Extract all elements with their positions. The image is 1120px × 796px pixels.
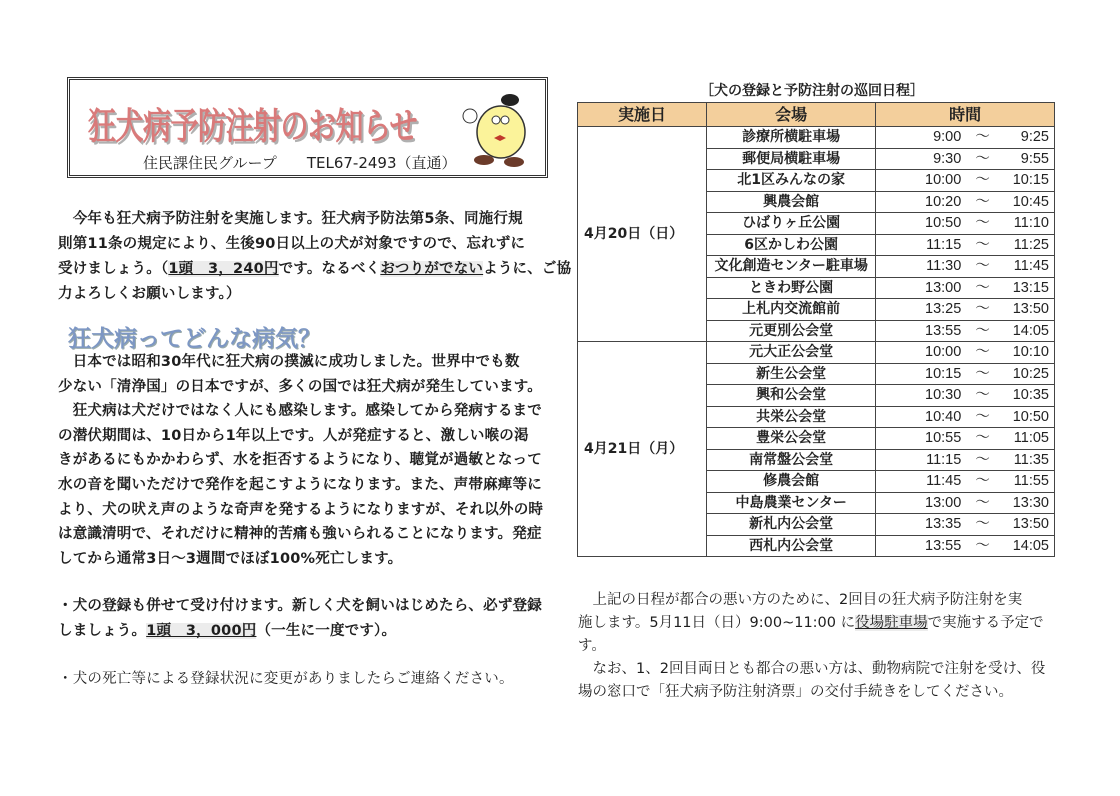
header-venue: 会場	[707, 103, 876, 127]
second-round-line	[578, 611, 1044, 632]
range-separator: ～	[975, 430, 990, 447]
range-separator: ～	[975, 344, 990, 361]
time-cell	[876, 535, 1055, 557]
time-cell	[876, 471, 1055, 493]
time-cell	[876, 385, 1055, 407]
registration-line	[58, 619, 396, 640]
start-time: 10:55	[925, 430, 962, 447]
start-time: 10:15	[925, 365, 962, 382]
schedule-title: ［犬の登録と予防注射の巡回日程］	[700, 83, 924, 99]
venue-cell: 元大正公会堂	[707, 342, 876, 364]
range-separator: ～	[975, 193, 990, 210]
start-time: 13:55	[925, 537, 962, 554]
start-time: 10:50	[925, 215, 962, 232]
end-time: 10:50	[1012, 408, 1049, 425]
section-line: は意識清明で、それだけに精神的苦痛も強いられることになります。発症	[58, 526, 542, 543]
start-time: 9:30	[933, 150, 962, 167]
header-time: 時間	[876, 103, 1055, 127]
range-separator: ～	[975, 150, 990, 167]
date-cell: 4月21日（月）	[578, 342, 707, 557]
end-time: 9:25	[1020, 129, 1049, 146]
range-separator: ～	[975, 322, 990, 339]
venue-cell: 新札内公会堂	[707, 514, 876, 536]
venue-cell: 共栄公会堂	[707, 406, 876, 428]
venue-cell: ひばりヶ丘公園	[707, 213, 876, 235]
start-time: 10:00	[925, 172, 962, 189]
range-separator: ～	[975, 236, 990, 253]
time-cell	[876, 363, 1055, 385]
time-cell	[876, 342, 1055, 364]
range-separator: ～	[975, 516, 990, 533]
range-separator: ～	[975, 301, 990, 318]
end-time: 10:10	[1012, 344, 1049, 361]
intro-line	[58, 257, 571, 278]
venue-cell: 南常盤公会堂	[707, 449, 876, 471]
time-cell	[876, 191, 1055, 213]
time-cell	[876, 514, 1055, 536]
header-date: 実施日	[578, 103, 707, 127]
venue-cell: 6区かしわ公園	[707, 234, 876, 256]
start-time: 11:15	[926, 451, 962, 468]
end-time: 10:35	[1012, 387, 1049, 404]
range-separator: ～	[975, 215, 990, 232]
time-cell	[876, 277, 1055, 299]
vaccination-fee: 1頭 3，240円	[168, 261, 279, 277]
venue-cell: ときわ野公園	[707, 277, 876, 299]
section-line: 少ない「清浄国」の日本ですが、多くの国では狂犬病が発生しています。	[58, 378, 542, 395]
exact-change-note: おつりがでない	[380, 261, 484, 277]
venue-cell: 文化創造センター駐車場	[707, 256, 876, 278]
section-line: してから通常3日～3週間でほぼ100%死亡します。	[58, 550, 403, 567]
start-time: 13:00	[925, 494, 962, 511]
notice-line: ・犬の死亡等による登録状況に変更がありましたらご連絡ください。	[58, 671, 514, 687]
time-cell	[876, 256, 1055, 278]
intro-text: 受けましょう。（	[58, 261, 169, 277]
start-time: 13:25	[925, 301, 962, 318]
range-separator: ～	[975, 387, 990, 404]
section-line: より、犬の吠え声のような奇声を発するようになりますが、それ以外の時	[58, 501, 544, 518]
start-time: 10:30	[925, 387, 962, 404]
range-separator: ～	[975, 129, 990, 146]
range-separator: ～	[975, 473, 990, 490]
date-cell: 4月20日（日）	[578, 127, 707, 342]
second-round-line: す。	[578, 638, 606, 654]
time-cell	[876, 320, 1055, 342]
range-separator: ～	[975, 279, 990, 296]
end-time: 13:50	[1012, 301, 1049, 318]
intro-text: ように、ご協	[483, 261, 572, 277]
start-time: 11:15	[926, 236, 962, 253]
start-time: 10:20	[925, 193, 962, 210]
phone-number: TEL67-2493（直通）	[306, 154, 457, 172]
venue-cell: 元更別公会堂	[707, 320, 876, 342]
range-separator: ～	[975, 494, 990, 511]
time-cell	[876, 492, 1055, 514]
page-title: 狂犬病予防注射のお知らせ	[88, 104, 418, 148]
range-separator: ～	[975, 365, 990, 382]
venue-cell: 豊栄公会堂	[707, 428, 876, 450]
range-separator: ～	[975, 172, 990, 189]
registration-text: （一生に一度です）。	[256, 623, 397, 639]
start-time: 13:55	[925, 322, 962, 339]
end-time: 11:35	[1013, 451, 1049, 468]
registration-line: ・犬の登録も併せて受け付けます。新しく犬を飼いはじめたら、必ず登録	[58, 598, 542, 614]
end-time: 9:55	[1020, 150, 1049, 167]
table-header-row	[578, 103, 1055, 127]
end-time: 10:25	[1012, 365, 1049, 382]
venue-cell: 新生公会堂	[707, 363, 876, 385]
start-time: 11:45	[926, 473, 962, 490]
end-time: 11:45	[1013, 258, 1049, 275]
section-line: 狂犬病は犬だけではなく人にも感染します。感染してから発病するまで	[58, 403, 542, 420]
second-round-text: 施します。5月11日（日）9:00~11:00 に	[578, 615, 856, 631]
section-line: 水の音を聞いただけで発作を起こすようになります。また、声帯麻痺等に	[58, 477, 542, 493]
start-time: 13:00	[925, 279, 962, 296]
time-cell	[876, 170, 1055, 192]
venue-cell: 北1区みんなの家	[707, 170, 876, 192]
time-cell	[876, 148, 1055, 170]
intro-line: 力よろしくお願いします。）	[58, 286, 241, 302]
time-cell	[876, 213, 1055, 235]
second-round-text: で実施する予定で	[927, 615, 1044, 631]
time-cell	[876, 299, 1055, 321]
start-time: 11:30	[926, 258, 962, 275]
section-line: の潜伏期間は、10日から1年以上です。人が発症すると、激しい喉の渇	[58, 427, 529, 444]
time-cell	[876, 406, 1055, 428]
end-time: 14:05	[1012, 537, 1049, 554]
time-cell	[876, 428, 1055, 450]
end-time: 11:25	[1013, 236, 1049, 253]
end-time: 11:55	[1013, 473, 1049, 490]
intro-text: 今年も狂犬病予防注射を実施します。狂犬病予防法第5条、同施行規	[72, 211, 523, 227]
start-time: 9:00	[933, 129, 962, 146]
end-time: 10:45	[1012, 193, 1049, 210]
start-time: 10:00	[925, 344, 962, 361]
start-time: 10:40	[925, 408, 962, 425]
venue-cell: 上札内交流館前	[707, 299, 876, 321]
section-line: 日本では昭和30年代に狂犬病の撲滅に成功しました。世界中でも数	[58, 354, 520, 370]
section-heading: 狂犬病ってどんな病気？	[68, 326, 321, 352]
range-separator: ～	[975, 408, 990, 425]
intro-line	[58, 207, 523, 228]
second-round-line: なお、1、2回目両日とも都合の悪い方は、動物病院で注射を受け、役	[578, 661, 1046, 677]
second-round-venue: 役場駐車場	[855, 615, 928, 631]
time-cell	[876, 127, 1055, 149]
registration-text: しましょう。	[58, 623, 147, 639]
schedule-table	[577, 102, 1055, 557]
venue-cell: 西札内公会堂	[707, 535, 876, 557]
end-time: 11:10	[1013, 215, 1049, 232]
time-cell	[876, 449, 1055, 471]
table-row	[578, 342, 1055, 364]
table-row	[578, 127, 1055, 149]
venue-cell: 郵便局横駐車場	[707, 148, 876, 170]
range-separator: ～	[975, 537, 990, 554]
venue-cell: 診療所横駐車場	[707, 127, 876, 149]
range-separator: ～	[975, 258, 990, 275]
venue-cell: 修農会館	[707, 471, 876, 493]
end-time: 11:05	[1013, 430, 1049, 447]
department-name: 住民課住民グループ	[143, 154, 277, 172]
end-time: 13:30	[1012, 494, 1049, 511]
time-cell	[876, 234, 1055, 256]
intro-line: 則第11条の規定により、生後90日以上の犬が対象ですので、忘れずに	[58, 236, 526, 252]
section-line: きがあるにもかかわらず、水を拒否するようになり、聴覚が過敏となって	[58, 452, 542, 469]
end-time: 13:50	[1012, 516, 1049, 533]
end-time: 13:15	[1012, 279, 1049, 296]
second-round-line: 上記の日程が都合の悪い方のために、2回目の狂犬病予防注射を実	[578, 592, 1023, 608]
registration-fee: 1頭 3，000円	[146, 623, 257, 639]
venue-cell: 興和公会堂	[707, 385, 876, 407]
end-time: 14:05	[1012, 322, 1049, 339]
range-separator: ～	[975, 451, 990, 468]
department-contact	[143, 152, 457, 173]
venue-cell: 興農会館	[707, 191, 876, 213]
venue-cell: 中島農業センター	[707, 492, 876, 514]
chick-mascot-icon	[456, 86, 536, 170]
second-round-line: 場の窓口で「狂犬病予防注射済票」の交付手続きをしてください。	[578, 684, 1013, 700]
intro-text: です。なるべく	[278, 261, 381, 277]
start-time: 13:35	[925, 516, 962, 533]
end-time: 10:15	[1012, 172, 1049, 189]
